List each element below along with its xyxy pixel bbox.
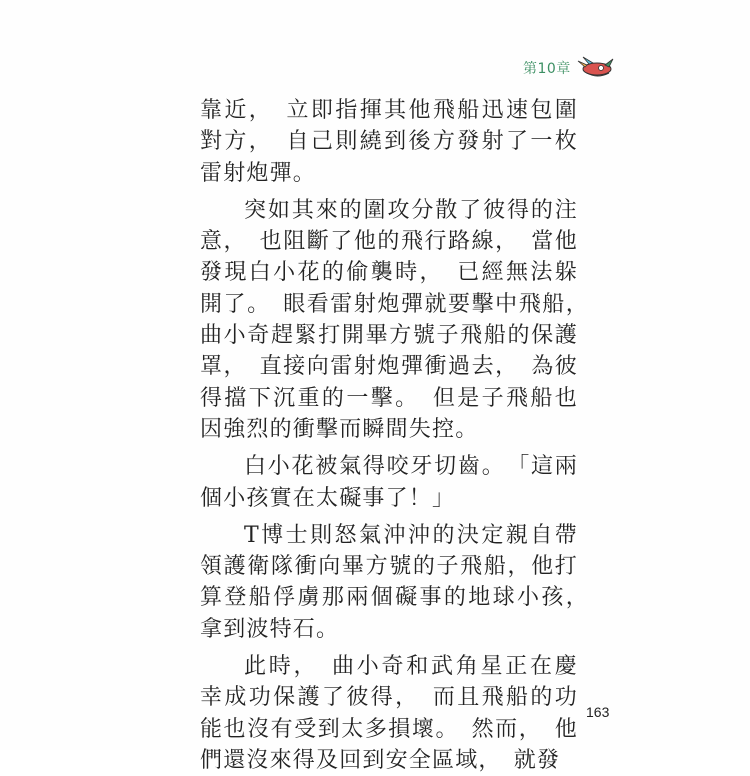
- paragraph-5: 此時， 曲小奇和武角星正在慶幸成功保護了彼得， 而且飛船的功能也沒有受到太多損壞。 然而， 他們還沒來得及回到安全區域， 就發: [200, 654, 578, 773]
- flying-ship-icon: [575, 55, 617, 81]
- paragraph-1: 靠近， 立即指揮其他飛船迅速包圍對方， 自己則繞到後方發射了一枚雷射炮彈。: [200, 98, 578, 186]
- chapter-header: [523, 55, 617, 81]
- chapter-title: 第10章: [523, 61, 571, 77]
- paragraph-2: 突如其來的圍攻分散了彼得的注意， 也阻斷了他的飛行路線， 當他發現白小花的偷襲時， 已經無法躲開了。 眼看雷射炮彈就要擊中飛船， 曲小奇趕緊打開畢方號子飛船的保護罩， 直接向雷射炮彈衝過去， 為彼得擋下沉重的一擊。 但是子飛船也因強烈的衝擊而瞬間失控。: [200, 197, 602, 442]
- paragraph-3: 白小花被氣得咬牙切齒。 「這兩個小孩實在太礙事了！」: [200, 454, 578, 511]
- page-number: 163: [586, 704, 610, 720]
- paragraph-4: T博士則怒氣沖沖的決定親自帶領護衛隊衝向畢方號的子飛船，他打算登船俘虜那兩個礙事的地球小孩， 拿到波特石。: [200, 522, 602, 642]
